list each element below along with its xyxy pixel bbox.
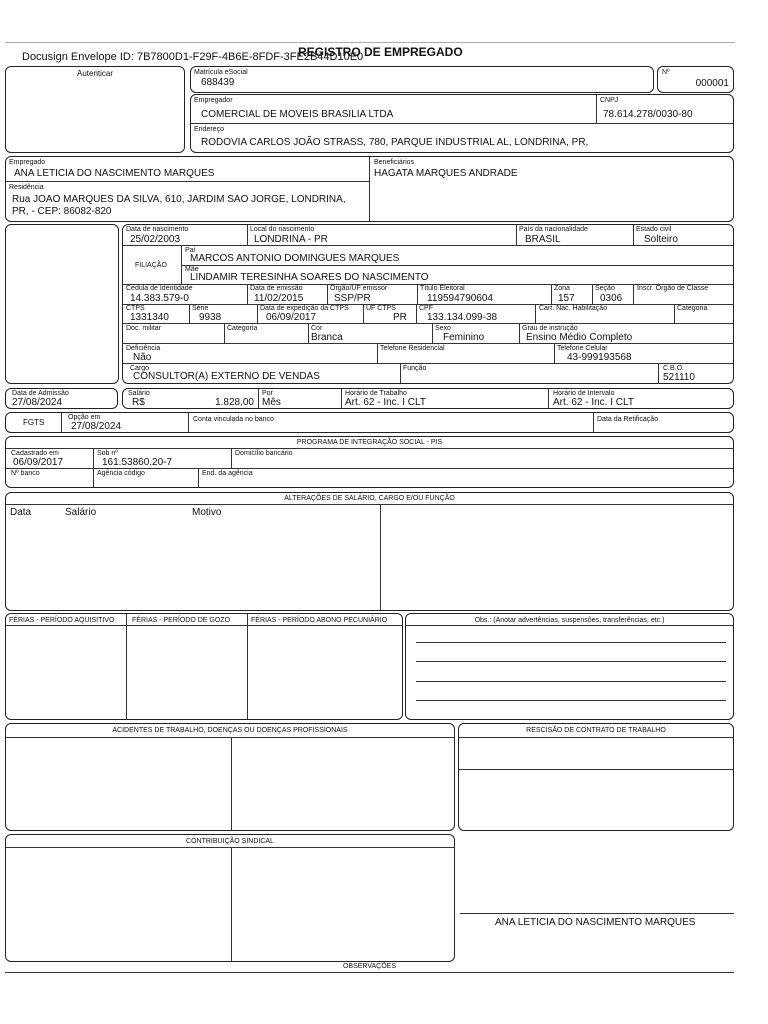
father-value: MARCOS ANTONIO DOMINGUES MARQUES (190, 253, 400, 264)
category-label: Categoria (677, 305, 708, 312)
pis-agency-address-label: End. da agência (202, 470, 253, 477)
residence-line2: PR, - CEP: 86082-820 (12, 206, 112, 217)
number-label: Nº (662, 69, 670, 76)
top-border (5, 42, 735, 43)
signature-name: ANA LETICIA DO NASCIMENTO MARQUES (495, 917, 696, 928)
termination-header: RESCISÃO DE CONTRATO DE TRABALHO (526, 727, 666, 734)
zone-value: 157 (558, 293, 575, 304)
admission-value: 27/08/2024 (12, 397, 63, 408)
issue-date-value: 11/02/2015 (254, 293, 304, 304)
pis-agency-label: Agência código (97, 470, 145, 477)
military-label: Doc. militar (126, 325, 162, 332)
envelope-id: Docusign Envelope ID: 7B7800D1-F29F-4B6E-8FDF-3FE2B44D10E0 (22, 51, 364, 63)
father-label: Pai (185, 247, 196, 254)
cell-phone-value: 43-999193568 (567, 352, 632, 363)
work-hours-value: Art. 62 - Inc. I CLT (345, 397, 426, 408)
disability-value: Não (133, 352, 152, 363)
vacation-acquisitive-label: FÉRIAS - PERÍODO AQUISITIVO (9, 617, 115, 624)
fgts-retraction-label: Data da Retificação (597, 416, 659, 423)
changes-header: ALTERAÇÕES DE SALÁRIO, CARGO E/OU FUNÇÃO (284, 495, 455, 502)
sex-value: Feminino (443, 332, 485, 343)
zone-label: Zona (554, 285, 570, 292)
fgts-account-label: Conta vinculada no banco (193, 416, 274, 423)
filiation-label: FILIAÇÃO (135, 262, 167, 269)
pis-header: PROGRAMA DE INTEGRAÇÃO SOCIAL - PIS (296, 439, 443, 446)
role-label: Cargo (130, 365, 150, 372)
cnh-label: Cart. Nac. Habilitação (539, 305, 608, 312)
obs-box (405, 613, 734, 720)
fgts-label: FGTS (23, 418, 45, 427)
disability-label: Deficiência (126, 345, 161, 352)
work-hours-label: Horário de Trabalho (345, 390, 407, 397)
number-box (657, 66, 734, 93)
authenticate-box (5, 66, 185, 153)
color-label: Cor (311, 325, 323, 332)
termination-box (458, 723, 734, 831)
fgts-option-label: Opção em (68, 414, 101, 421)
role-value: CONSULTOR(A) EXTERNO DE VENDAS (133, 371, 320, 382)
changes-col-date: Data (10, 507, 32, 518)
ctps-value: 1331340 (130, 312, 169, 323)
birthplace-value: LONDRINA - PR (254, 234, 328, 245)
mother-label: Mãe (185, 266, 199, 273)
union-header: CONTRIBUIÇÃO SINDICAL (186, 838, 274, 845)
pis-registered-label: Cadastrado em (11, 450, 59, 457)
issuer-value: SSP/PR (334, 293, 371, 304)
obs-label: Obs.: (Anotar advertências, suspensões, transferências, etc.) (474, 617, 665, 624)
pis-number-value: 161.53860.20-7 (102, 457, 173, 468)
personal-box (122, 224, 734, 384)
registration-value: 688439 (201, 77, 235, 88)
mother-value: LINDAMIR TERESINHA SOARES DO NASCIMENTO (190, 272, 429, 283)
per-value: Mês (262, 397, 281, 408)
issue-date-label: Data de emissão (250, 285, 303, 292)
admission-label: Data de Admissão (12, 390, 69, 397)
cbo-label: C.B.O. (663, 365, 685, 372)
uf-ctps-value: PR (393, 312, 407, 323)
voter-value: 119594790604 (427, 293, 493, 304)
civil-status-label: Estado civil (636, 226, 672, 233)
birth-date-value: 25/02/2003 (130, 234, 181, 245)
per-label: Por (262, 390, 273, 397)
residence-label: Residência (9, 184, 44, 191)
changes-box (5, 492, 734, 611)
fgts-box (5, 412, 734, 433)
salary-box (122, 388, 734, 409)
education-label: Grau de instrução (522, 325, 578, 332)
admission-box (5, 388, 118, 409)
cpf-value: 133.134.099-38 (427, 312, 498, 323)
vacation-box (5, 613, 403, 720)
interval-value: Art. 62 - Inc. I CLT (553, 397, 634, 408)
employee-value: ANA LETICIA DO NASCIMENTO MARQUES (14, 168, 215, 179)
voter-label: Título Eleitoral (420, 285, 465, 292)
residence-line1: Rua JOAO MARQUES DA SILVA, 610, JARDIM SAO JORGE, LONDRINA, (12, 194, 346, 205)
pis-number-label: Sob nº (97, 450, 118, 457)
category2-label: Categoria (227, 325, 258, 332)
employer-value: COMERCIAL DE MOVEIS BRASILIA LTDA (201, 109, 394, 120)
nationality-value: BRASIL (525, 234, 561, 245)
vacation-bonus-label: FÉRIAS - PERÍODO ABONO PECUNIÁRIO (251, 617, 388, 624)
changes-col-reason: Motivo (192, 507, 222, 518)
section-label: Seção (595, 285, 615, 292)
pis-bank-label: Nº banco (11, 470, 40, 477)
registration-box (190, 66, 654, 93)
accidents-box (5, 723, 455, 831)
nationality-label: País da nacionalidade (519, 226, 588, 233)
ctps-label: CTPS (126, 305, 145, 312)
ctps-date-label: Data de expedição da CTPS (260, 305, 349, 312)
observations-line (5, 972, 734, 973)
employee-box (5, 156, 734, 222)
civil-status-value: Solteiro (644, 234, 678, 245)
id-value: 14.383.579-0 (130, 293, 189, 304)
observations-header: OBSERVAÇÕES (342, 963, 397, 970)
fgts-option-value: 27/08/2024 (71, 421, 122, 432)
union-box (5, 834, 455, 962)
series-value: 9938 (199, 312, 222, 323)
signature-line (460, 913, 734, 914)
address-value: RODOVIA CARLOS JOÃO STRASS, 780, PARQUE INDUSTRIAL AL, LONDRINA, PR, (201, 137, 589, 148)
section-value: 0306 (600, 293, 623, 304)
id-label: Cédula de Identidade (126, 285, 193, 292)
accidents-header: ACIDENTES DE TRABALHO, DOENÇAS OU DOENÇAS PROFISSIONAIS (112, 727, 348, 734)
cpf-label: CPF (419, 305, 433, 312)
salary-value: 1.828,00 (215, 397, 254, 408)
address-label: Endereço (194, 126, 224, 133)
salary-currency: R$ (132, 397, 145, 408)
interval-label: Horário de Intervalo (553, 390, 615, 397)
pis-box (5, 436, 734, 488)
education-value: Ensino Médio Completo (526, 332, 633, 343)
beneficiaries-value: HAGATA MARQUES ANDRADE (374, 168, 518, 179)
cnpj-value: 78.614.278/0030-80 (603, 109, 693, 120)
number-value: 000001 (695, 78, 729, 89)
cell-phone-label: Telefone Celular (557, 345, 608, 352)
cbo-value: 521110 (663, 372, 695, 383)
cnpj-label: CNPJ (600, 97, 619, 104)
sex-label: Sexo (435, 325, 451, 332)
birth-date-label: Data de nascimento (126, 226, 189, 233)
page-title: REGISTRO DE EMPREGADO (298, 45, 463, 59)
employee-label: Empregado (9, 159, 46, 166)
issuer-label: Órgão/UF emissor (330, 285, 388, 292)
beneficiaries-label: Beneficiários (374, 159, 415, 166)
home-phone-label: Telefone Residencial (380, 345, 445, 352)
changes-col-salary: Salário (65, 507, 97, 518)
employer-label: Empregador (194, 97, 233, 104)
series-label: Série (192, 305, 209, 312)
vacation-enjoyment-label: FÉRIAS - PERÍODO DE GOZO (132, 617, 231, 624)
registration-label: Matrícula eSocial (194, 69, 248, 76)
function-label: Função (403, 365, 427, 372)
uf-ctps-label: UF CTPS (366, 305, 396, 312)
authenticate-label: Autenticar (76, 69, 114, 78)
employer-box (190, 94, 734, 153)
pis-registered-value: 06/09/2017 (13, 457, 64, 468)
color-value: Branca (311, 332, 343, 343)
ctps-date-value: 06/09/2017 (266, 312, 317, 323)
birthplace-label: Local do nascimento (250, 226, 315, 233)
class-label: Inscr. Órgão de Classe (637, 285, 709, 292)
salary-label: Salário (128, 390, 150, 397)
pis-domicile-label: Domicílio bancário (235, 450, 293, 457)
photo-area (5, 224, 119, 384)
